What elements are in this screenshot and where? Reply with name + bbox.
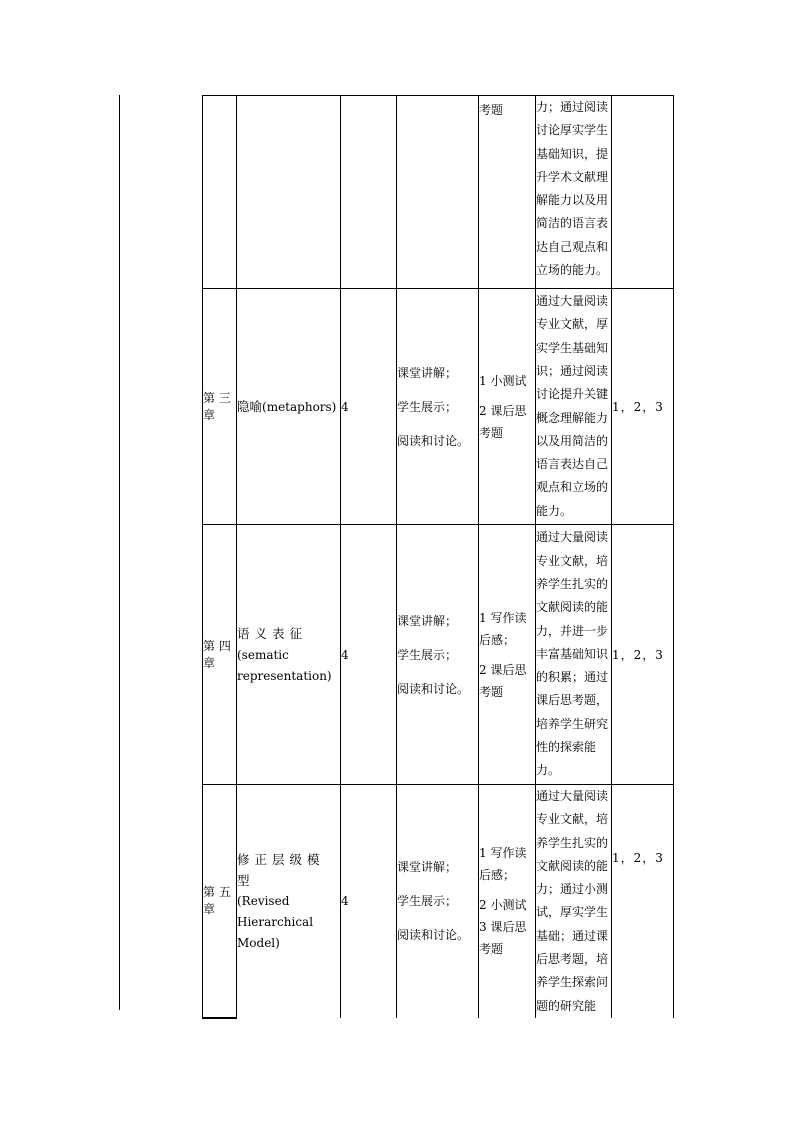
method-item: 阅读和讨论。	[397, 433, 470, 448]
assessment-item: 2 小测试	[479, 898, 527, 913]
method-item: 阅读和讨论。	[397, 928, 470, 943]
method-cell	[397, 785, 479, 1018]
method-item: 课堂讲解；	[397, 613, 458, 628]
topic-en: (Revised Hierarchical Model)	[237, 893, 314, 950]
objectives-cell	[612, 96, 674, 289]
assessment-item: 1 小测试	[479, 373, 527, 388]
topic-cell	[237, 785, 341, 1018]
method-item: 阅读和讨论。	[397, 681, 470, 696]
topic-cell	[237, 525, 341, 785]
assessment-cell	[479, 289, 536, 525]
table-row-chapter-5	[203, 785, 674, 1018]
method-item: 学生展示；	[397, 647, 458, 662]
course-schedule-table	[202, 95, 674, 1019]
chapter-number: 第 四	[203, 638, 231, 653]
topic-cell	[237, 96, 341, 289]
assessment-item: 2 课后思考题	[479, 403, 527, 440]
assessment-cell	[479, 785, 536, 1018]
assessment-item: 考题	[479, 103, 504, 117]
chapter-number: 第 五	[203, 884, 231, 899]
goal-cell	[536, 96, 612, 289]
method-cell	[397, 289, 479, 525]
chapter-cell	[203, 785, 237, 1018]
chapter-suffix: 章	[203, 655, 216, 670]
hours-cell: 4	[341, 289, 397, 525]
assessment-item: 3 课后思考题	[479, 920, 527, 957]
goal-text: 通过大量阅读专业文献，培养学生扎实的文献阅读的能力，并进一步丰富基础知识的积累；通过课后思考题，培养学生研究性的探索能力。	[536, 530, 609, 778]
assessment-item: 1 写作读后感；	[479, 610, 527, 647]
topic-zh: 修正层级模型	[237, 851, 325, 888]
table-row-chapter-3	[203, 289, 674, 525]
chapter-cell	[203, 289, 237, 525]
chapter-cell	[203, 525, 237, 785]
assessment-cell	[479, 96, 536, 289]
topic-zh: 语义表征	[237, 625, 308, 641]
topic-cell	[237, 289, 341, 525]
method-cell	[397, 96, 479, 289]
assessment-item: 2 课后思考题	[479, 662, 527, 699]
goal-cell	[536, 525, 612, 785]
objectives-cell: 1，2，3	[612, 785, 674, 1018]
assessment-cell	[479, 525, 536, 785]
objectives-cell: 1，2，3	[612, 525, 674, 785]
goal-text: 通过大量阅读专业文献，培养学生扎实的文献阅读的能力；通过小测试，厚实学生基础；通过课后思考题，培养学生探索问题的研究能	[536, 789, 609, 1013]
topic-zh: 隐喻	[237, 398, 263, 414]
goal-text: 力；通过阅读讨论厚实学生基础知识，提升学术文献理解能力以及用简洁的语言表达自己观点和立场的能力。	[536, 100, 609, 278]
topic-en: (sematic representation)	[237, 647, 332, 683]
assessment-item: 1 写作读后感；	[479, 846, 527, 883]
chapter-suffix: 章	[203, 407, 216, 422]
method-cell	[397, 525, 479, 785]
topic-en: (metaphors)	[262, 399, 337, 414]
method-item: 学生展示；	[397, 894, 458, 909]
hours-cell: 4	[341, 785, 397, 1018]
goal-cell	[536, 785, 612, 1018]
table-row-continuation	[203, 96, 674, 289]
left-margin-rule	[119, 95, 120, 1010]
table-row-chapter-4	[203, 525, 674, 785]
chapter-number: 第 三	[203, 390, 231, 405]
goal-cell	[536, 289, 612, 525]
chapter-suffix: 章	[203, 901, 216, 916]
chapter-cell	[203, 96, 237, 289]
hours-cell: 4	[341, 525, 397, 785]
method-item: 课堂讲解；	[397, 365, 458, 380]
goal-text: 通过大量阅读专业文献，厚实学生基础知识；通过阅读讨论提升关键概念理解能力以及用简洁的语言表达自己观点和立场的能力。	[536, 294, 609, 518]
method-item: 课堂讲解；	[397, 860, 458, 875]
objectives-cell: 1，2，3	[612, 289, 674, 525]
method-item: 学生展示；	[397, 399, 458, 414]
hours-cell	[341, 96, 397, 289]
